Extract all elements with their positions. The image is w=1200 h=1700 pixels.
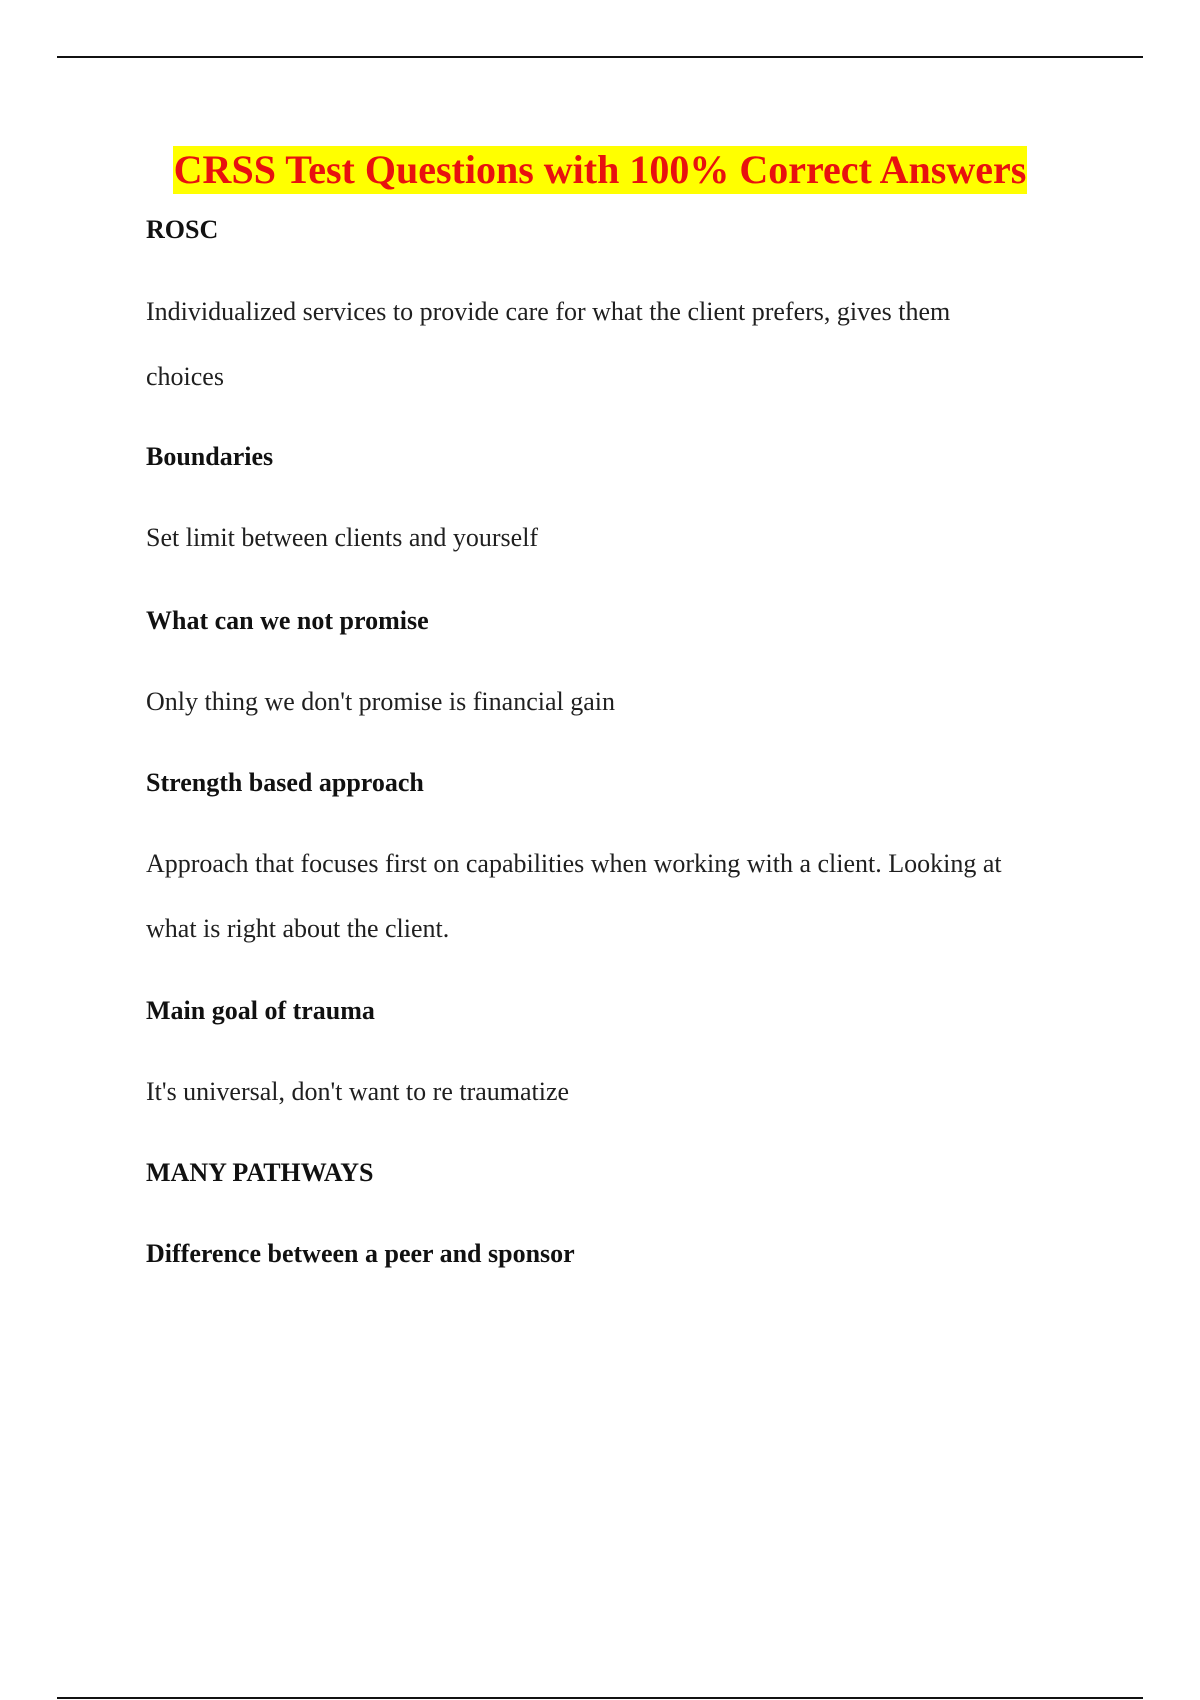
question-main-goal-trauma: Main goal of trauma [146, 996, 375, 1025]
question-many-pathways: MANY PATHWAYS [146, 1158, 374, 1187]
question-not-promise: What can we not promise [146, 606, 429, 635]
top-divider [57, 56, 1143, 58]
question-boundaries: Boundaries [146, 442, 274, 471]
answer-boundaries: Set limit between clients and yourself [146, 523, 539, 552]
answer-rosc-line-1: Individualized services to provide care for what the client prefers, gives them [146, 297, 951, 326]
question-rosc: ROSC [146, 215, 219, 244]
bottom-divider [57, 1697, 1143, 1699]
answer-strength-based-line-1: Approach that focuses first on capabilities when working with a client. Looking at [146, 849, 1002, 878]
title-container [0, 146, 1200, 194]
answer-rosc-line-2: choices [146, 362, 224, 391]
question-peer-vs-sponsor: Difference between a peer and sponsor [146, 1239, 575, 1268]
answer-main-goal-trauma: It's universal, don't want to re traumatize [146, 1077, 570, 1106]
document-title: CRSS Test Questions with 100% Correct Answers [173, 147, 1027, 192]
question-strength-based: Strength based approach [146, 768, 424, 797]
answer-not-promise: Only thing we don't promise is financial gain [146, 687, 615, 716]
answer-strength-based-line-2: what is right about the client. [146, 914, 450, 943]
